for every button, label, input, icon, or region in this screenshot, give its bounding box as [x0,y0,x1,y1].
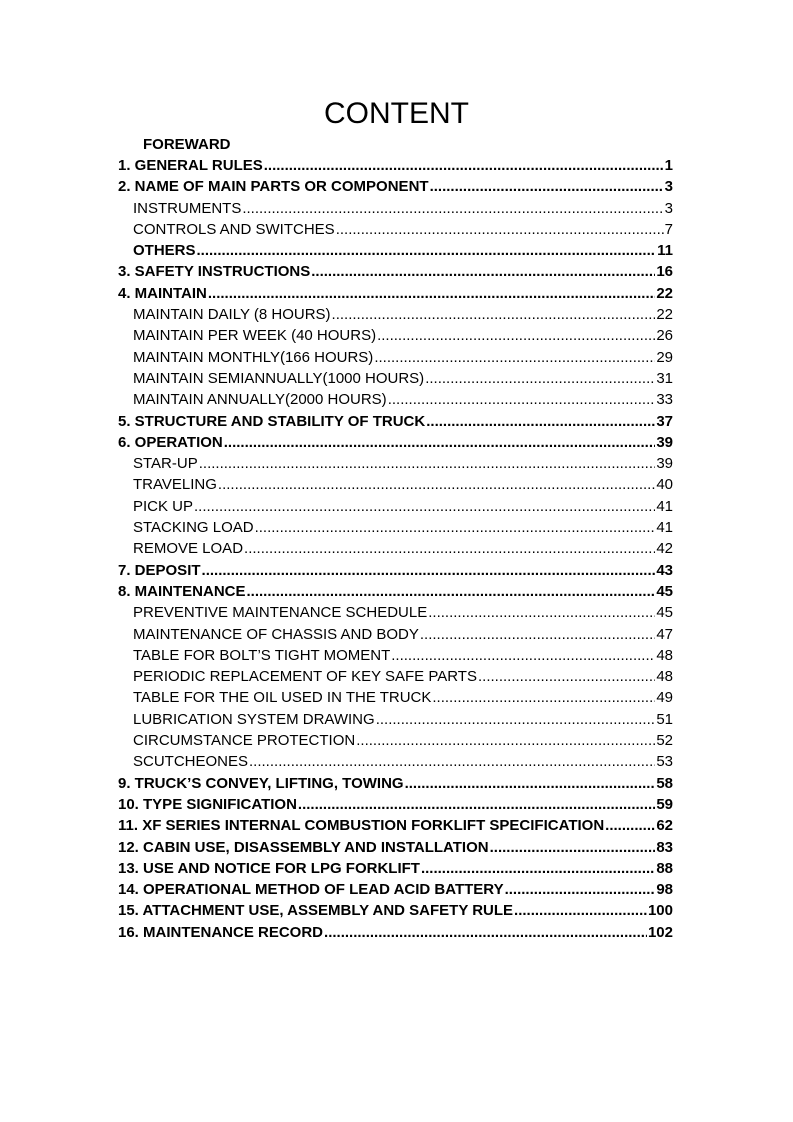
toc-entry-page-number: 58 [656,774,673,792]
table-of-contents [118,155,673,943]
toc-entry [118,858,673,879]
toc-entry [118,538,673,559]
toc-entry-page-number: 22 [656,306,673,324]
toc-dot-leader [505,879,656,900]
toc-entry [118,730,673,751]
toc-entry-page-number: 11 [657,242,673,260]
toc-dot-leader [428,602,655,623]
toc-dot-leader [224,432,656,453]
toc-dot-leader [199,453,656,474]
toc-entry-label: PERIODIC REPLACEMENT OF KEY SAFE PARTS [133,668,477,686]
toc-entry-label: PREVENTIVE MAINTENANCE SCHEDULE [133,604,428,622]
toc-entry [118,155,673,176]
toc-entry [118,198,673,219]
toc-dot-leader [421,858,655,879]
toc-entry-page-number: 42 [656,540,673,558]
toc-entry-label: MAINTAIN MONTHLY(166 HOURS) [133,348,374,366]
toc-entry-label: 15. ATTACHMENT USE, ASSEMBLY AND SAFETY RULE [118,902,514,920]
toc-entry-page-number: 31 [656,369,673,387]
toc-entry-label: 2. NAME OF MAIN PARTS OR COMPONENT [118,178,429,196]
toc-entry-label: 6. OPERATION [118,433,223,451]
page-title: CONTENT [324,97,469,130]
toc-dot-leader [298,794,655,815]
toc-entry [118,261,673,282]
toc-dot-leader [247,581,656,602]
toc-dot-leader [249,751,655,772]
toc-entry-page-number: 45 [656,582,673,600]
toc-entry-page-number: 1 [664,157,673,174]
toc-entry-label: STACKING LOAD [133,519,254,537]
toc-entry [118,283,673,304]
toc-entry-page-number: 52 [656,732,673,750]
toc-entry [118,794,673,815]
toc-entry-page-number: 3 [664,199,673,217]
toc-entry-label: TRAVELING [133,476,217,494]
toc-entry-page-number: 49 [656,689,673,707]
toc-dot-leader [242,198,663,219]
toc-entry [118,624,673,645]
toc-entry-label: 14. OPERATIONAL METHOD OF LEAD ACID BATTERY [118,881,504,899]
toc-entry-page-number: 39 [656,455,673,473]
toc-entry-page-number: 59 [656,795,673,813]
toc-entry [118,773,673,794]
toc-dot-leader [311,261,655,282]
toc-dot-leader [218,474,655,495]
toc-entry [118,325,673,346]
toc-entry-page-number: 43 [656,561,673,579]
toc-entry [118,751,673,772]
toc-entry-page-number: 100 [647,902,673,920]
toc-entry [118,411,673,432]
toc-entry-page-number: 102 [647,923,673,941]
toc-entry [118,560,673,581]
toc-dot-leader [514,900,647,921]
toc-entry-label: 12. CABIN USE, DISASSEMBLY AND INSTALLATION [118,838,489,856]
toc-entry-label: 16. MAINTENANCE RECORD [118,923,324,941]
toc-entry-page-number: 37 [656,412,673,430]
toc-dot-leader [425,368,655,389]
toc-entry-page-number: 83 [656,838,673,856]
toc-entry [118,517,673,538]
toc-entry-label: MAINTAIN SEMIANNUALLY(1000 HOURS) [133,369,425,387]
toc-entry [118,709,673,730]
toc-entry-label: OTHERS [133,242,196,260]
toc-entry [118,815,673,836]
toc-entry-page-number: 29 [656,348,673,366]
toc-entry-page-number: 53 [656,753,673,771]
toc-entry [118,389,673,410]
toc-entry [118,922,673,943]
toc-entry-page-number: 39 [656,433,673,451]
toc-entry-page-number: 16 [656,263,673,281]
toc-entry [118,602,673,623]
toc-entry [118,496,673,517]
toc-entry-page-number: 88 [656,859,673,877]
foreword-heading: FOREWARD [143,136,231,153]
toc-entry-page-number: 22 [656,284,673,302]
toc-entry-label: MAINTENANCE OF CHASSIS AND BODY [133,625,419,643]
toc-entry [118,581,673,602]
toc-entry-label: 13. USE AND NOTICE FOR LPG FORKLIFT [118,859,420,877]
toc-dot-leader [374,347,655,368]
toc-entry-label: TABLE FOR THE OIL USED IN THE TRUCK [133,689,432,707]
toc-entry-label: 9. TRUCK’S CONVEY, LIFTING, TOWING [118,774,404,792]
toc-entry-label: 11. XF SERIES INTERNAL COMBUSTION FORKLIFT SPECIFICATION [118,817,605,835]
toc-entry [118,432,673,453]
toc-entry-label: 7. DEPOSIT [118,561,201,579]
toc-entry-page-number: 26 [656,327,673,345]
toc-entry-label: 10. TYPE SIGNIFICATION [118,795,297,813]
toc-entry-label: INSTRUMENTS [133,199,242,217]
toc-entry [118,368,673,389]
toc-entry-page-number: 47 [656,625,673,643]
toc-dot-leader [377,325,655,346]
toc-entry-label: TABLE FOR BOLT’S TIGHT MOMENT [133,646,391,664]
toc-dot-leader [208,283,655,304]
toc-entry [118,219,673,240]
toc-entry-page-number: 7 [664,220,673,238]
toc-entry [118,347,673,368]
toc-entry [118,666,673,687]
toc-dot-leader [324,922,647,943]
toc-entry-label: 3. SAFETY INSTRUCTIONS [118,263,311,281]
toc-entry [118,304,673,325]
toc-entry [118,900,673,921]
toc-entry-page-number: 51 [656,710,673,728]
toc-entry-label: PICK UP [133,497,194,515]
toc-dot-leader [420,624,655,645]
toc-dot-leader [255,517,656,538]
toc-dot-leader [264,155,664,176]
toc-entry-label: 1. GENERAL RULES [118,157,263,174]
toc-entry-label: MAINTAIN PER WEEK (40 HOURS) [133,327,377,345]
toc-entry-label: 8. MAINTENANCE [118,582,246,600]
toc-entry-page-number: 41 [656,497,673,515]
toc-dot-leader [490,837,656,858]
toc-dot-leader [336,219,664,240]
toc-dot-leader [391,645,655,666]
toc-dot-leader [376,709,656,730]
toc-dot-leader [244,538,655,559]
toc-entry-label: 5. STRUCTURE AND STABILITY OF TRUCK [118,412,426,430]
toc-entry-page-number: 98 [656,881,673,899]
toc-entry-label: MAINTAIN DAILY (8 HOURS) [133,306,331,324]
toc-entry-page-number: 33 [656,391,673,409]
toc-entry-label: REMOVE LOAD [133,540,244,558]
toc-entry-label: STAR-UP [133,455,198,473]
toc-entry [118,837,673,858]
toc-entry-page-number: 62 [656,817,673,835]
toc-entry [118,879,673,900]
toc-entry-page-number: 3 [664,178,673,196]
toc-entry [118,176,673,197]
toc-entry-label: SCUTCHEONES [133,753,249,771]
toc-entry [118,645,673,666]
toc-dot-leader [605,815,655,836]
toc-entry-label: MAINTAIN ANNUALLY(2000 HOURS) [133,391,387,409]
toc-entry-label: LUBRICATION SYSTEM DRAWING [133,710,375,728]
toc-entry-label: 4. MAINTAIN [118,284,207,302]
toc-dot-leader [430,176,664,197]
toc-dot-leader [197,240,657,261]
toc-entry-label: CONTROLS AND SWITCHES [133,220,335,238]
toc-entry-page-number: 40 [656,476,673,494]
toc-entry-page-number: 48 [656,646,673,664]
toc-dot-leader [356,730,655,751]
toc-entry-page-number: 48 [656,668,673,686]
toc-dot-leader [332,304,656,325]
toc-dot-leader [426,411,655,432]
toc-entry [118,687,673,708]
toc-entry [118,474,673,495]
toc-entry-label: CIRCUMSTANCE PROTECTION [133,732,356,750]
toc-entry-page-number: 41 [656,519,673,537]
toc-dot-leader [432,687,655,708]
toc-dot-leader [478,666,655,687]
toc-entry [118,240,673,261]
toc-dot-leader [388,389,656,410]
toc-dot-leader [194,496,655,517]
toc-dot-leader [202,560,656,581]
toc-entry [118,453,673,474]
toc-entry-page-number: 45 [656,604,673,622]
toc-dot-leader [405,773,656,794]
